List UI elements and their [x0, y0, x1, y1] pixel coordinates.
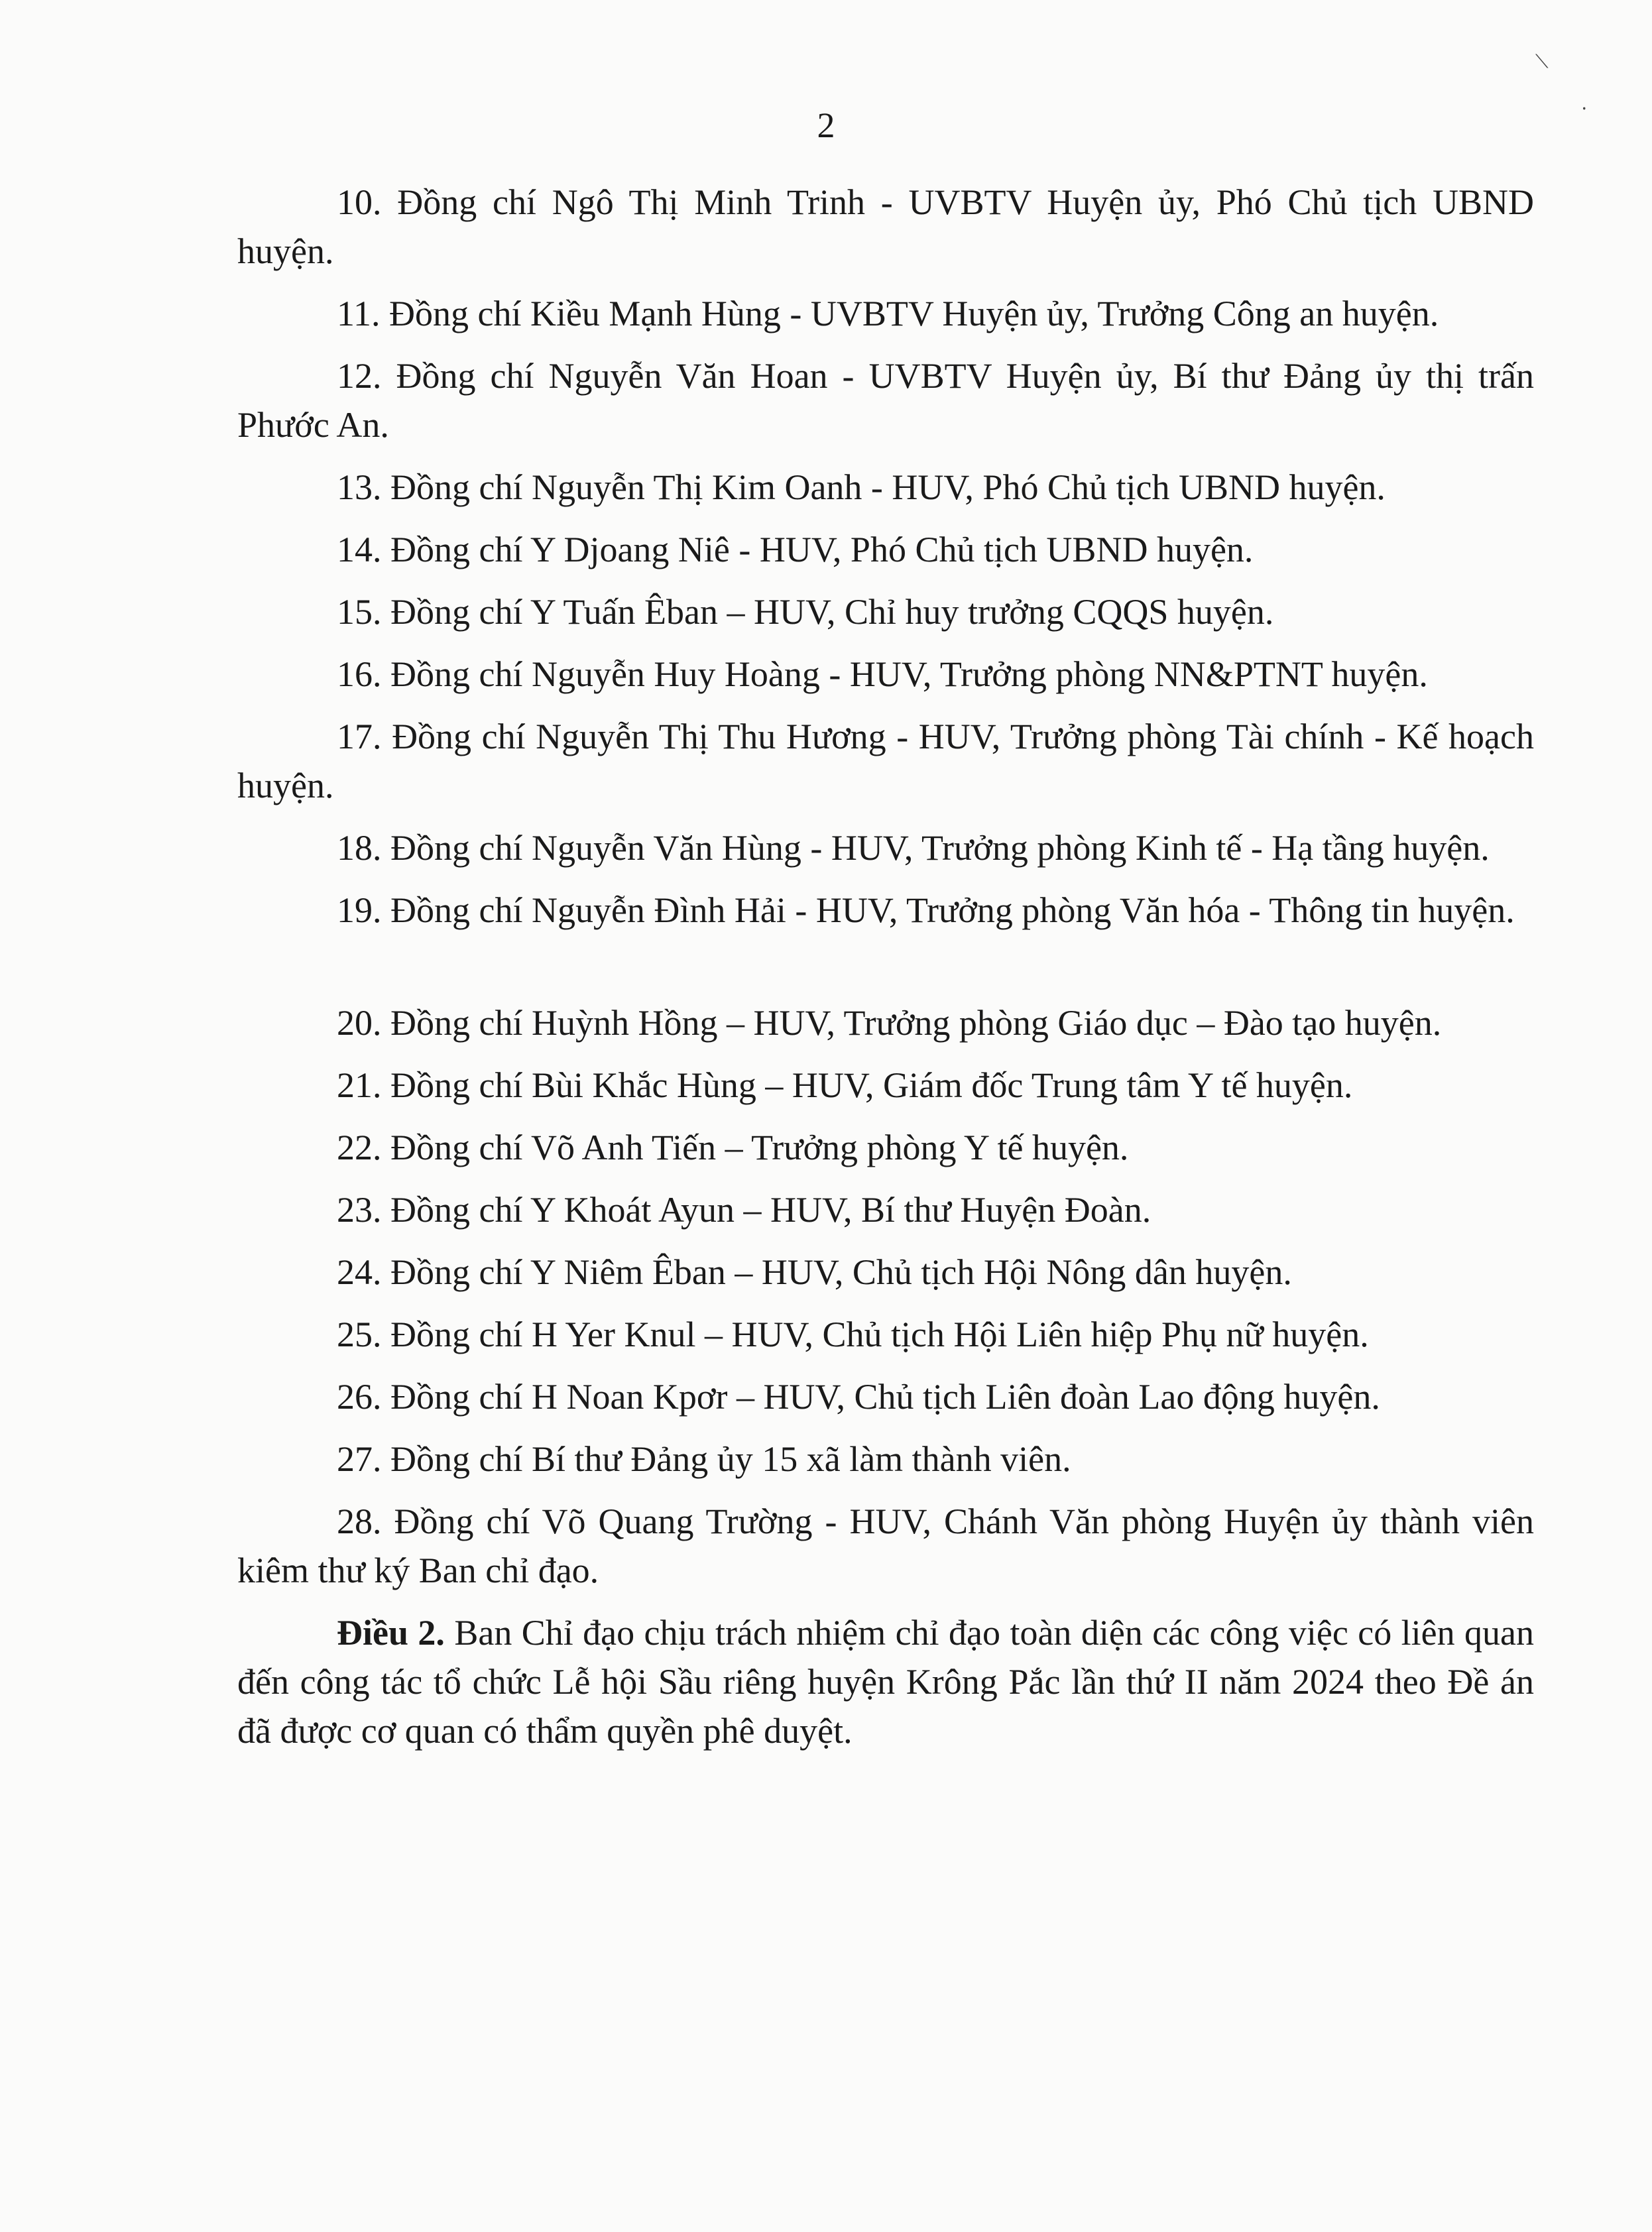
member-item-13: 13. Đồng chí Nguyễn Thị Kim Oanh - HUV, Phó Chủ tịch UBND huyện. [337, 467, 1386, 507]
member-item-18: 18. Đồng chí Nguyễn Văn Hùng - HUV, Trưởng phòng Kinh tế - Hạ tầng huyện. [337, 828, 1490, 868]
article-2-text: Ban Chỉ đạo chịu trách nhiệm chỉ đạo toàn diện các công việc có liên quan đến công tác tổ chức Lễ hội Sầu riêng huyện Krông Pắc lần thứ II năm 2024 theo Đề án đã được cơ quan có thẩm quyền phê duyệt. [237, 1613, 1535, 1751]
member-item-19: 19. Đồng chí Nguyễn Đình Hải - HUV, Trưởng phòng Văn hóa - Thông tin huyện. [337, 890, 1515, 930]
member-item-15: 15. Đồng chí Y Tuấn Êban – HUV, Chỉ huy trưởng CQQS huyện. [337, 592, 1274, 632]
page-number: 2 [817, 105, 835, 145]
member-item-20: 20. Đồng chí Huỳnh Hồng – HUV, Trưởng phòng Giáo dục – Đào tạo huyện. [337, 1003, 1442, 1043]
member-item-22: 22. Đồng chí Võ Anh Tiến – Trưởng phòng Y tế huyện. [337, 1128, 1129, 1167]
member-item-21: 21. Đồng chí Bùi Khắc Hùng – HUV, Giám đốc Trung tâm Y tế huyện. [337, 1065, 1353, 1105]
member-item-10: 10. Đồng chí Ngô Thị Minh Trinh - UVBTV Huyện ủy, Phó Chủ tịch UBND huyện. [237, 182, 1534, 271]
section-gap [237, 948, 1534, 998]
member-item-16: 16. Đồng chí Nguyễn Huy Hoàng - HUV, Trưởng phòng NN&PTNT huyện. [337, 654, 1428, 694]
member-item-25: 25. Đồng chí H Yer Knul – HUV, Chủ tịch Hội Liên hiệp Phụ nữ huyện. [337, 1315, 1369, 1354]
member-item-14: 14. Đồng chí Y Djoang Niê - HUV, Phó Chủ tịch UBND huyện. [337, 530, 1254, 569]
member-item-17: 17. Đồng chí Nguyễn Thị Thu Hương - HUV, Trưởng phòng Tài chính - Kế hoạch huyện. [237, 717, 1534, 805]
member-item-23: 23. Đồng chí Y Khoát Ayun – HUV, Bí thư Huyện Đoàn. [337, 1190, 1151, 1230]
scan-mark-side: ⸳ [1582, 96, 1587, 117]
member-item-12: 12. Đồng chí Nguyễn Văn Hoan - UVBTV Huyện ủy, Bí thư Đảng ủy thị trấn Phước An. [237, 356, 1534, 445]
member-item-27: 27. Đồng chí Bí thư Đảng ủy 15 xã làm thành viên. [337, 1439, 1071, 1479]
document-body [237, 178, 1534, 1769]
scan-mark-top: ⟍ [1535, 52, 1549, 72]
article-2-label: Điều 2. [337, 1613, 445, 1653]
member-item-11: 11. Đồng chí Kiều Mạnh Hùng - UVBTV Huyện ủy, Trưởng Công an huyện. [337, 294, 1439, 333]
member-item-24: 24. Đồng chí Y Niêm Êban – HUV, Chủ tịch Hội Nông dân huyện. [337, 1252, 1292, 1292]
member-item-26: 26. Đồng chí H Noan Kpơr – HUV, Chủ tịch Liên đoàn Lao động huyện. [337, 1377, 1380, 1417]
member-item-28: 28. Đồng chí Võ Quang Trường - HUV, Chánh Văn phòng Huyện ủy thành viên kiêm thư ký Ban chỉ đạo. [237, 1501, 1534, 1590]
article-2 [237, 1608, 1534, 1755]
